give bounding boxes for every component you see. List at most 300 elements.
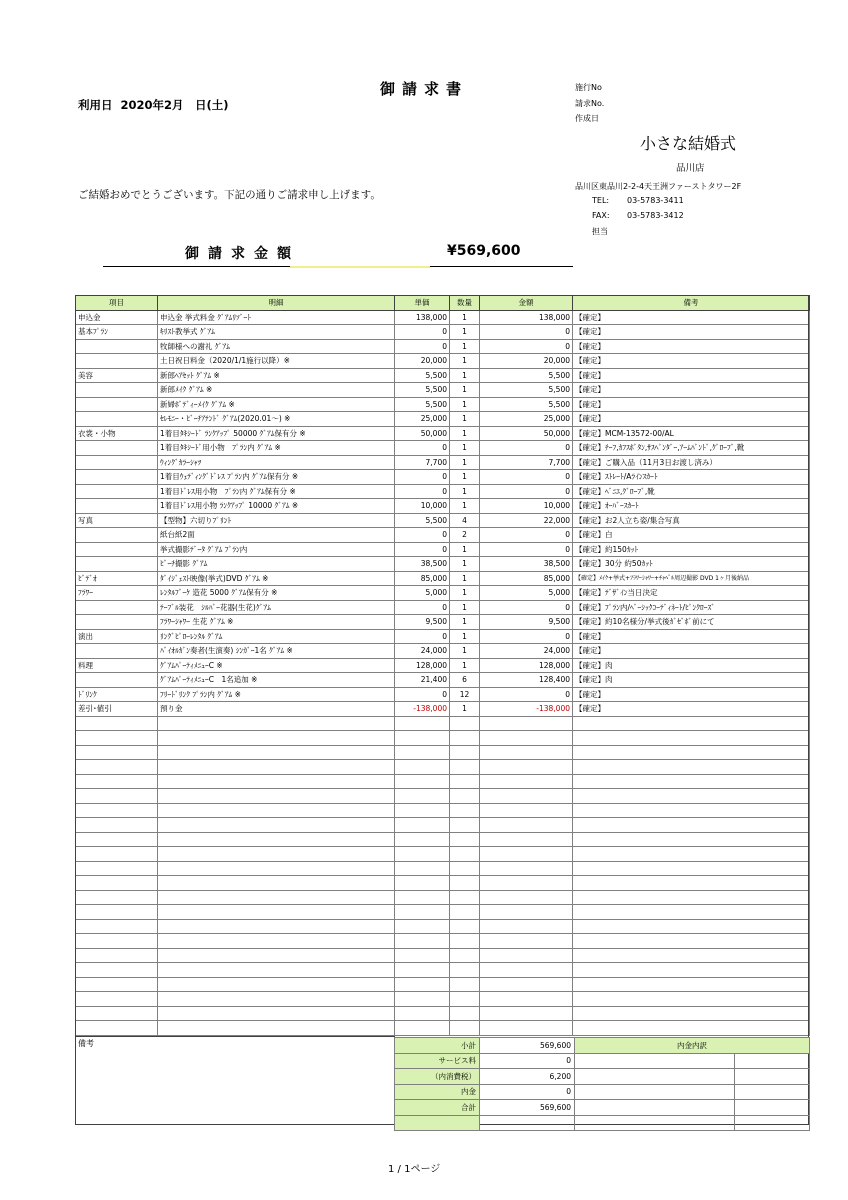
breakdown-cell [575,1084,735,1100]
cell-details: 1着目ﾀｷｼｰﾄﾞ ﾗﾝｸｱｯﾌﾟ 50000 ｸﾞｱﾑ保有分 ※ [158,426,395,441]
table-row [76,441,810,456]
blank-cell [395,963,450,978]
summary-row [395,1069,810,1085]
blank-cell [450,1006,480,1021]
header-details: 明細 [158,296,395,311]
cell-amount: 9,500 [480,615,573,630]
cell-remarks: 【確定】 [573,687,810,702]
cell-unit-price: 0 [395,528,450,543]
blank-cell [573,977,810,992]
blank-cell [76,832,158,847]
cell-details: ﾚﾝﾀﾙﾌﾞｰｹ 造花 5000 ｸﾞｱﾑ保有分 ※ [158,586,395,601]
cell-amount: 128,400 [480,673,573,688]
blank-cell [158,1021,395,1036]
blank-cell [573,716,810,731]
blank-cell [450,876,480,891]
cell-details: 土日祝日料金（2020/1/1施行以降）※ [158,354,395,369]
blank-cell [573,760,810,775]
cell-quantity: 1 [450,426,480,441]
cell-unit-price: 5,500 [395,513,450,528]
blank-row [76,832,810,847]
blank-row [76,1021,810,1036]
cell-unit-price: -138,000 [395,702,450,717]
blank-cell [76,818,158,833]
breakdown-cell [575,1100,735,1116]
cell-category: ﾋﾞﾃﾞｵ [76,571,158,586]
table-row [76,310,810,325]
cell-quantity: 1 [450,586,480,601]
blank-cell [573,919,810,934]
cell-details: ﾌﾗﾜｰｼｬﾜｰ 生花 ｸﾞｱﾑ ※ [158,615,395,630]
blank-cell [450,818,480,833]
cell-unit-price: 0 [395,629,450,644]
tel-label: TEL: [592,196,610,205]
cell-remarks: 【確定】約150ｶｯﾄ [573,542,810,557]
cell-quantity: 1 [450,484,480,499]
cell-unit-price: 38,500 [395,557,450,572]
blank-cell [450,905,480,920]
blank-cell [480,789,573,804]
blank-row [76,847,810,862]
notes-area [75,1036,395,1125]
blank-cell [450,1021,480,1036]
store-address: 品川区東品川2-2-4天王洲ファーストタワー2F [575,182,742,191]
cell-details: 1着目ﾀｷｼｰﾄﾞ用小物 ﾌﾟﾗﾝ内 ｸﾞｱﾑ ※ [158,441,395,456]
blank-cell [480,861,573,876]
blank-cell [395,1021,450,1036]
cell-remarks: 【確定】 [573,339,810,354]
cell-category: 衣裳・小物 [76,426,158,441]
blank-cell [450,774,480,789]
blank-cell [76,963,158,978]
usage-date [78,97,229,113]
cell-details: ﾌﾘｰﾄﾞﾘﾝｸ ﾌﾟﾗﾝ内 ｸﾞｱﾑ ※ [158,687,395,702]
blank-cell [450,716,480,731]
cell-quantity: 4 [450,513,480,528]
blank-cell [395,948,450,963]
breakdown-cell [735,1100,810,1116]
cell-category [76,542,158,557]
fax-label: FAX: [592,211,610,220]
cell-quantity: 1 [450,629,480,644]
blank-row [76,760,810,775]
cell-amount: 0 [480,600,573,615]
cell-category: 基本ﾌﾟﾗﾝ [76,325,158,340]
summary-row [395,1053,810,1069]
usage-date-value: 2020年2月 日(土) [120,98,229,112]
blank-cell [480,832,573,847]
table-row [76,658,810,673]
blank-cell [480,745,573,760]
cell-details: ﾀﾞｲｼﾞｪｽﾄ映像(挙式)DVD ｸﾞｱﾑ ※ [158,571,395,586]
cell-amount: 0 [480,528,573,543]
blank-cell [158,948,395,963]
cell-remarks: 【確定】ｽﾄﾚｰﾄ/Aﾗｲﾝｽｶｰﾄ [573,470,810,485]
cell-unit-price: 21,400 [395,673,450,688]
cell-details: ｾﾚﾓﾆｰ・ﾋﾞｰﾁｱﾃﾝﾄﾞ ｸﾞｱﾑ(2020.01～) ※ [158,412,395,427]
blank-row [76,716,810,731]
cell-unit-price: 128,000 [395,658,450,673]
breakdown-cell [735,1053,810,1069]
blank-cell [480,1021,573,1036]
greeting-text: ご結婚おめでとうございます。下記の通りご請求申し上げます。 [78,189,381,201]
cell-quantity: 1 [450,615,480,630]
header-remarks: 備考 [573,296,810,311]
cell-category [76,441,158,456]
cell-details: 預り金 [158,702,395,717]
cell-category: 申込金 [76,310,158,325]
breakdown-cell [575,1069,735,1085]
cell-category [76,600,158,615]
blank-cell [573,876,810,891]
tel-number: 03-5783-3411 [627,196,684,205]
cell-details: 紙台紙2面 [158,528,395,543]
usage-date-label: 利用日 [78,98,113,112]
cell-amount: 0 [480,470,573,485]
items-body [76,310,810,1035]
cell-amount: 5,500 [480,383,573,398]
cell-category: 写真 [76,513,158,528]
cell-amount: 38,500 [480,557,573,572]
summary-row [395,1084,810,1100]
header-unit-price: 単価 [395,296,450,311]
summary-value: 569,600 [480,1100,575,1116]
summary-body [395,1038,810,1131]
cell-quantity: 1 [450,644,480,659]
branch-name: 品川店 [676,163,705,174]
cell-details: 申込金 挙式料金 ｸﾞｱﾑﾘｿﾞｰﾄ [158,310,395,325]
blank-cell [480,905,573,920]
cell-details: ｸﾞｱﾑﾊﾟｰﾃｨﾒﾆｭｰC ※ [158,658,395,673]
cell-amount: 0 [480,339,573,354]
cell-quantity: 1 [450,702,480,717]
cell-details: ﾋﾞｰﾁ撮影 ｸﾞｱﾑ [158,557,395,572]
blank-cell [450,948,480,963]
cell-category [76,499,158,514]
cell-amount: 5,500 [480,368,573,383]
cell-category [76,484,158,499]
table-row [76,455,810,470]
blank-cell [395,789,450,804]
blank-row [76,789,810,804]
cell-amount: 0 [480,542,573,557]
blank-cell [76,876,158,891]
blank-cell [158,876,395,891]
blank-cell [395,977,450,992]
cell-amount: 0 [480,441,573,456]
cell-category [76,455,158,470]
blank-cell [158,716,395,731]
cell-remarks: 【確定】 [573,368,810,383]
cell-category: 差引･値引 [76,702,158,717]
blank-cell [573,731,810,746]
cell-category [76,412,158,427]
table-row [76,470,810,485]
blank-cell [395,934,450,949]
cell-amount: 128,000 [480,658,573,673]
blank-cell [480,934,573,949]
cell-quantity: 1 [450,339,480,354]
meta-created-date: 作成日 [575,114,599,123]
blank-cell [480,847,573,862]
blank-cell [395,745,450,760]
cell-quantity: 1 [450,455,480,470]
cell-details: ｸﾞｱﾑﾊﾟｰﾃｨﾒﾆｭｰC 1名追加 ※ [158,673,395,688]
cell-amount: 85,000 [480,571,573,586]
blank-cell [573,818,810,833]
cell-quantity: 1 [450,325,480,340]
table-row [76,571,810,586]
blank-cell [480,919,573,934]
cell-details: 牧師様への謝礼 ｸﾞｱﾑ [158,339,395,354]
cell-remarks: 【確定】 [573,354,810,369]
cell-category [76,644,158,659]
table-row [76,528,810,543]
blank-cell [480,948,573,963]
blank-cell [450,847,480,862]
blank-cell [573,847,810,862]
table-row [76,383,810,398]
breakdown-cell [735,1069,810,1085]
cell-unit-price: 85,000 [395,571,450,586]
cell-category [76,673,158,688]
cell-details: 新婦ﾎﾞﾃﾞｨｰﾒｲｸ ｸﾞｱﾑ ※ [158,397,395,412]
blank-cell [573,1006,810,1021]
cell-amount: 24,000 [480,644,573,659]
blank-cell [573,832,810,847]
header-amount: 金額 [480,296,573,311]
blank-cell [158,1006,395,1021]
blank-row [76,818,810,833]
blank-cell [395,992,450,1007]
blank-cell [395,890,450,905]
cell-unit-price: 50,000 [395,426,450,441]
blank-cell [395,847,450,862]
blank-cell [158,832,395,847]
meta-procedure-no: 施行No [575,83,602,92]
fax-number: 03-5783-3412 [627,211,684,220]
blank-cell [450,992,480,1007]
cell-unit-price: 0 [395,542,450,557]
cell-category: 美容 [76,368,158,383]
blank-cell [158,977,395,992]
document-title: 御請求書 [380,80,469,98]
table-row [76,615,810,630]
summary-label: 内金 [395,1084,480,1100]
table-row [76,673,810,688]
cell-details: 【型物】六切りﾌﾟﾘﾝﾄ [158,513,395,528]
cell-details: ﾊﾞｲｵﾙｶﾞﾝ奏者(生演奏) ｼﾝｶﾞｰ1名 ｸﾞｱﾑ ※ [158,644,395,659]
table-row [76,412,810,427]
summary-value: 0 [480,1053,575,1069]
blank-cell [480,977,573,992]
blank-cell [158,847,395,862]
cell-quantity: 6 [450,673,480,688]
blank-row [76,731,810,746]
blank-cell [158,731,395,746]
blank-cell [395,731,450,746]
cell-unit-price: 5,500 [395,383,450,398]
blank-cell [480,992,573,1007]
summary-label: サービス料 [395,1053,480,1069]
blank-cell [158,919,395,934]
cell-remarks: 【確定】肉 [573,673,810,688]
cell-details: 1着目ﾄﾞﾚｽ用小物 ﾌﾟﾗﾝ内 ｸﾞｱﾑ保有分 ※ [158,484,395,499]
cell-amount: 0 [480,484,573,499]
items-header-row [76,296,810,311]
notes-label: 備考 [78,1039,94,1048]
blank-cell [76,992,158,1007]
blank-cell [480,731,573,746]
blank-cell [450,745,480,760]
table-row [76,542,810,557]
cell-amount: 0 [480,325,573,340]
blank-cell [76,1021,158,1036]
blank-cell [450,731,480,746]
summary-label: 合計 [395,1100,480,1116]
blank-cell [158,789,395,804]
blank-cell [158,905,395,920]
cell-unit-price: 24,000 [395,644,450,659]
cell-unit-price: 138,000 [395,310,450,325]
blank-row [76,948,810,963]
blank-cell [76,977,158,992]
blank-cell [395,760,450,775]
breakdown-cell [735,1115,810,1131]
blank-cell [480,1006,573,1021]
blank-row [76,977,810,992]
cell-category [76,615,158,630]
summary-value [480,1115,575,1131]
breakdown-cell [735,1084,810,1100]
blank-row [76,992,810,1007]
table-row [76,354,810,369]
table-row [76,702,810,717]
table-row [76,557,810,572]
blank-cell [158,890,395,905]
cell-category: 料理 [76,658,158,673]
cell-quantity: 1 [450,354,480,369]
blank-cell [395,876,450,891]
blank-row [76,963,810,978]
cell-unit-price: 0 [395,441,450,456]
table-row [76,325,810,340]
summary-table [394,1037,810,1131]
cell-details: 新郎ﾍｱｾｯﾄ ｸﾞｱﾑ ※ [158,368,395,383]
blank-cell [480,818,573,833]
blank-cell [450,832,480,847]
blank-row [76,905,810,920]
cell-remarks: 【確定】30分 約50ｶｯﾄ [573,557,810,572]
cell-amount: -138,000 [480,702,573,717]
cell-amount: 22,000 [480,513,573,528]
blank-cell [480,716,573,731]
cell-quantity: 1 [450,557,480,572]
blank-cell [76,847,158,862]
blank-cell [450,919,480,934]
summary-row [395,1038,810,1054]
cell-remarks: 【確定】 [573,325,810,340]
blank-row [76,876,810,891]
blank-cell [395,905,450,920]
blank-cell [573,861,810,876]
blank-cell [573,948,810,963]
amount-underline-highlight [290,266,430,268]
blank-cell [573,774,810,789]
cell-remarks: 【確定】お2人立ち姿/集合写真 [573,513,810,528]
cell-remarks: 【確定】ﾃﾞｻﾞｲﾝ当日決定 [573,586,810,601]
cell-unit-price: 5,000 [395,586,450,601]
blank-row [76,774,810,789]
cell-category [76,383,158,398]
cell-remarks: 【確定】ｵｰﾊﾞｰｽｶｰﾄ [573,499,810,514]
cell-remarks: 【確定】 [573,310,810,325]
cell-remarks: 【確定】 [573,412,810,427]
summary-row [395,1100,810,1116]
cell-quantity: 1 [450,600,480,615]
blank-cell [450,803,480,818]
blank-row [76,890,810,905]
cell-amount: 7,700 [480,455,573,470]
cell-category: 演出 [76,629,158,644]
table-row [76,339,810,354]
blank-cell [395,919,450,934]
blank-cell [395,818,450,833]
cell-amount: 0 [480,629,573,644]
blank-row [76,861,810,876]
blank-cell [395,861,450,876]
blank-row [76,745,810,760]
cell-unit-price: 0 [395,600,450,615]
breakdown-cell [575,1115,735,1131]
cell-details: 挙式撮影ﾃﾞｰﾀ ｸﾞｱﾑ ﾌﾟﾗﾝ内 [158,542,395,557]
blank-cell [76,934,158,949]
blank-cell [158,992,395,1007]
blank-cell [76,948,158,963]
summary-value: 0 [480,1084,575,1100]
blank-cell [395,1006,450,1021]
blank-cell [395,774,450,789]
cell-details: 新郎ﾒｲｸ ｸﾞｱﾑ ※ [158,383,395,398]
blank-row [76,803,810,818]
cell-details: ﾘﾝｸﾞﾋﾟﾛｰﾚﾝﾀﾙ ｸﾞｱﾑ [158,629,395,644]
summary-label [395,1115,480,1131]
cell-category [76,470,158,485]
header-quantity: 数量 [450,296,480,311]
table-row [76,368,810,383]
cell-details: 1着目ｳｪﾃﾞｨﾝｸﾞﾄﾞﾚｽ ﾌﾟﾗﾝ内 ｸﾞｱﾑ保有分 ※ [158,470,395,485]
cell-remarks: 【確定】MCM-13572-00/AL [573,426,810,441]
cell-remarks: 【確定】ﾁｰﾌ,ｶﾌｽﾎﾞﾀﾝ,ｻｽﾍﾟﾝﾀﾞｰ,ｱｰﾑﾊﾞﾝﾄﾞ,ｸﾞﾛｰﾌﾞ,靴 [573,441,810,456]
cell-unit-price: 5,500 [395,368,450,383]
blank-cell [480,803,573,818]
cell-amount: 50,000 [480,426,573,441]
cell-remarks: 【確定】 [573,629,810,644]
cell-remarks: 【確定】 [573,397,810,412]
blank-cell [395,716,450,731]
blank-cell [480,963,573,978]
blank-cell [480,774,573,789]
blank-cell [158,934,395,949]
blank-cell [158,760,395,775]
cell-category [76,397,158,412]
meta-invoice-no: 請求No. [575,99,605,108]
blank-cell [573,789,810,804]
cell-unit-price: 10,000 [395,499,450,514]
cell-unit-price: 0 [395,339,450,354]
table-row [76,644,810,659]
blank-cell [573,803,810,818]
